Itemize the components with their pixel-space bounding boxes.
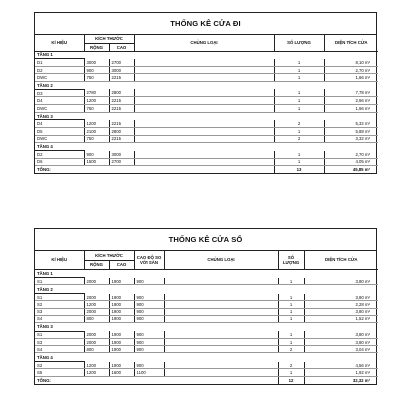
level-label: TẦNG 4 [35, 353, 84, 362]
height-cell: 1600 [109, 369, 134, 376]
sill-cell: 900 [134, 339, 164, 346]
width-cell: 3000 [84, 59, 109, 67]
total-qty: 12 [278, 376, 304, 384]
level-label: TẦNG 3 [35, 112, 84, 120]
area-cell: 5,32 m² [324, 120, 378, 128]
type-cell [164, 315, 278, 322]
table-row [35, 346, 378, 353]
height-cell: 2800 [109, 89, 134, 97]
qty-cell: 2 [274, 135, 324, 143]
code-cell: D2 [35, 66, 84, 74]
qty-cell: 1 [274, 105, 324, 113]
table-row [35, 369, 378, 376]
door-schedule-title: THỐNG KÊ CỬA ĐI [35, 13, 376, 35]
area-cell: 3,80 m² [304, 308, 378, 315]
code-cell: S3 [35, 308, 84, 315]
window-schedule [34, 228, 377, 385]
type-cell [134, 105, 274, 113]
height-cell: 2700 [109, 158, 134, 166]
level-row [35, 143, 378, 151]
level-spacer [84, 323, 378, 332]
width-cell: 2780 [84, 89, 109, 97]
table-row [35, 97, 378, 105]
table-row [35, 135, 378, 143]
sill-cell: 900 [134, 362, 164, 369]
type-cell [164, 331, 278, 338]
qty-cell: 1 [278, 339, 304, 346]
height-cell: 3000 [109, 66, 134, 74]
level-row [35, 353, 378, 362]
type-cell [134, 120, 274, 128]
area-cell: 1,66 m² [324, 74, 378, 82]
total-area: 45,85 m² [324, 166, 378, 174]
sill-cell: 1100 [134, 369, 164, 376]
table-row [35, 278, 378, 285]
qty-cell: 1 [274, 151, 324, 159]
type-cell [164, 369, 278, 376]
type-cell [164, 278, 278, 285]
code-cell: S4 [35, 315, 84, 322]
area-cell: 8,10 m² [324, 59, 378, 67]
level-row [35, 51, 378, 59]
type-cell [164, 308, 278, 315]
qty-cell: 1 [274, 59, 324, 67]
area-cell: 3,04 m² [304, 346, 378, 353]
width-cell: 900 [84, 66, 109, 74]
col-type-header: CHỦNG LOẠI [164, 251, 278, 269]
width-cell: 750 [84, 105, 109, 113]
type-cell [164, 362, 278, 369]
qty-cell: 1 [278, 331, 304, 338]
area-cell: 2,66 m² [324, 97, 378, 105]
height-cell: 2215 [109, 135, 134, 143]
area-cell: 3,80 m² [304, 339, 378, 346]
width-cell: 2000 [84, 339, 109, 346]
width-cell: 750 [84, 135, 109, 143]
height-cell: 1900 [109, 308, 134, 315]
type-cell [134, 66, 274, 74]
col-size-header: KÍCH THƯỚC [84, 251, 134, 260]
code-cell: D2 [35, 151, 84, 159]
qty-cell: 1 [278, 308, 304, 315]
type-cell [134, 151, 274, 159]
height-cell: 2800 [109, 128, 134, 136]
width-cell: 800 [84, 346, 109, 353]
height-cell: 1900 [109, 315, 134, 322]
height-cell: 1900 [109, 294, 134, 301]
table-row [35, 105, 378, 113]
total-area: 32,32 m² [304, 376, 378, 384]
sill-cell: 900 [134, 346, 164, 353]
qty-cell: 1 [274, 97, 324, 105]
height-cell: 2215 [109, 120, 134, 128]
height-cell: 2215 [109, 97, 134, 105]
area-cell: 2,28 m² [304, 301, 378, 308]
height-cell: 1900 [109, 301, 134, 308]
area-cell: 1,52 m² [304, 315, 378, 322]
table-row [35, 74, 378, 82]
level-row [35, 285, 378, 294]
level-label: TẦNG 4 [35, 143, 84, 151]
type-cell [134, 97, 274, 105]
type-cell [134, 89, 274, 97]
total-qty: 13 [274, 166, 324, 174]
code-cell: S1 [35, 294, 84, 301]
code-cell: S1 [35, 331, 84, 338]
code-cell: S1 [35, 278, 84, 285]
type-cell [164, 294, 278, 301]
table-row [35, 315, 378, 322]
qty-cell: 1 [274, 74, 324, 82]
height-cell: 1900 [109, 346, 134, 353]
width-cell: 2000 [84, 294, 109, 301]
table-row [35, 59, 378, 67]
col-type-header: CHỦNG LOẠI [134, 35, 274, 51]
qty-cell: 1 [278, 294, 304, 301]
col-sill-header: CAO ĐỘ SO VỚI SÀN [134, 251, 164, 269]
level-spacer [84, 82, 378, 90]
area-cell: 2,70 m² [324, 66, 378, 74]
width-cell: 2000 [84, 308, 109, 315]
level-label: TẦNG 2 [35, 285, 84, 294]
door-table [35, 35, 378, 173]
level-spacer [84, 112, 378, 120]
code-cell: S5 [35, 369, 84, 376]
col-qty-header: SỐ LƯỢNG [278, 251, 304, 269]
width-cell: 1200 [84, 120, 109, 128]
width-cell: 1200 [84, 369, 109, 376]
height-cell: 1900 [109, 362, 134, 369]
area-cell: 1,92 m² [304, 369, 378, 376]
code-cell: S2 [35, 362, 84, 369]
qty-cell: 2 [278, 346, 304, 353]
qty-cell: 1 [278, 315, 304, 322]
width-cell: 2000 [84, 331, 109, 338]
table-row [35, 331, 378, 338]
qty-cell: 2 [278, 362, 304, 369]
area-cell: 2,70 m² [324, 151, 378, 159]
level-row [35, 112, 378, 120]
total-label: TỔNG: [35, 166, 274, 174]
level-spacer [84, 269, 378, 278]
col-code-header: KÍ HIỆU [35, 251, 84, 269]
code-cell: S3 [35, 339, 84, 346]
sill-cell: 900 [134, 315, 164, 322]
table-row [35, 308, 378, 315]
table-row [35, 128, 378, 136]
table-row [35, 158, 378, 166]
col-area-header: DIỆN TÍCH CỬA [324, 35, 378, 51]
sill-cell: 900 [134, 301, 164, 308]
table-row [35, 66, 378, 74]
height-cell: 2215 [109, 105, 134, 113]
window-table [35, 251, 378, 384]
area-cell: 5,88 m² [324, 128, 378, 136]
level-spacer [84, 51, 378, 59]
qty-cell: 1 [278, 278, 304, 285]
level-row [35, 82, 378, 90]
col-qty-header: SỐ LƯỢNG [274, 35, 324, 51]
qty-cell: 1 [278, 369, 304, 376]
code-cell: DWC [35, 105, 84, 113]
code-cell: D6 [35, 158, 84, 166]
width-cell: 800 [84, 315, 109, 322]
type-cell [164, 301, 278, 308]
area-cell: 7,78 m² [324, 89, 378, 97]
level-spacer [84, 143, 378, 151]
window-schedule-title: THỐNG KÊ CỬA SỔ [35, 229, 376, 251]
code-cell: DWC [35, 135, 84, 143]
area-cell: 3,80 m² [304, 331, 378, 338]
qty-cell: 1 [278, 301, 304, 308]
height-cell: 2215 [109, 74, 134, 82]
width-cell: 750 [84, 74, 109, 82]
table-row [35, 339, 378, 346]
width-cell: 1200 [84, 362, 109, 369]
code-cell: D4 [35, 120, 84, 128]
qty-cell: 1 [274, 158, 324, 166]
area-cell: 1,66 m² [324, 105, 378, 113]
width-cell: 2000 [84, 278, 109, 285]
table-row [35, 151, 378, 159]
height-cell: 1900 [109, 331, 134, 338]
table-row [35, 294, 378, 301]
type-cell [134, 158, 274, 166]
type-cell [164, 346, 278, 353]
level-label: TẦNG 3 [35, 323, 84, 332]
level-spacer [84, 353, 378, 362]
height-cell: 2700 [109, 59, 134, 67]
table-row [35, 89, 378, 97]
sill-cell: 900 [134, 308, 164, 315]
code-cell: D1 [35, 59, 84, 67]
total-row [35, 166, 378, 174]
code-cell: S4 [35, 346, 84, 353]
table-row [35, 120, 378, 128]
col-width-header: RỘNG [84, 43, 109, 51]
width-cell: 1200 [84, 97, 109, 105]
area-cell: 3,32 m² [324, 135, 378, 143]
level-row [35, 269, 378, 278]
sill-cell: 900 [134, 294, 164, 301]
code-cell: DWC [35, 74, 84, 82]
type-cell [134, 74, 274, 82]
width-cell: 1500 [84, 158, 109, 166]
level-label: TẦNG 2 [35, 82, 84, 90]
level-row [35, 323, 378, 332]
width-cell: 1200 [84, 301, 109, 308]
level-spacer [84, 285, 378, 294]
qty-cell: 1 [274, 66, 324, 74]
area-cell: 3,80 m² [304, 294, 378, 301]
col-size-header: KÍCH THƯỚC [84, 35, 134, 43]
width-cell: 2100 [84, 128, 109, 136]
code-cell: D5 [35, 128, 84, 136]
type-cell [164, 339, 278, 346]
code-cell: D3 [35, 89, 84, 97]
height-cell: 1900 [109, 278, 134, 285]
col-area-header: DIỆN TÍCH CỬA [304, 251, 378, 269]
qty-cell: 1 [274, 89, 324, 97]
qty-cell: 2 [274, 120, 324, 128]
width-cell: 900 [84, 151, 109, 159]
qty-cell: 1 [274, 128, 324, 136]
code-cell: S2 [35, 301, 84, 308]
level-label: TẦNG 1 [35, 269, 84, 278]
area-cell: 4,56 m² [304, 362, 378, 369]
height-cell: 3000 [109, 151, 134, 159]
sill-cell: 900 [134, 278, 164, 285]
type-cell [134, 128, 274, 136]
type-cell [134, 135, 274, 143]
col-width-header: RỘNG [84, 260, 109, 269]
total-label: TỔNG: [35, 376, 278, 384]
code-cell: D4 [35, 97, 84, 105]
total-row [35, 376, 378, 384]
type-cell [134, 59, 274, 67]
sill-cell: 900 [134, 331, 164, 338]
door-schedule [34, 12, 377, 174]
area-cell: 4,05 m² [324, 158, 378, 166]
col-height-header: CAO [109, 43, 134, 51]
col-code-header: KÍ HIỆU [35, 35, 84, 51]
table-row [35, 362, 378, 369]
table-row [35, 301, 378, 308]
height-cell: 1900 [109, 339, 134, 346]
area-cell: 3,80 m² [304, 278, 378, 285]
level-label: TẦNG 1 [35, 51, 84, 59]
col-height-header: CAO [109, 260, 134, 269]
